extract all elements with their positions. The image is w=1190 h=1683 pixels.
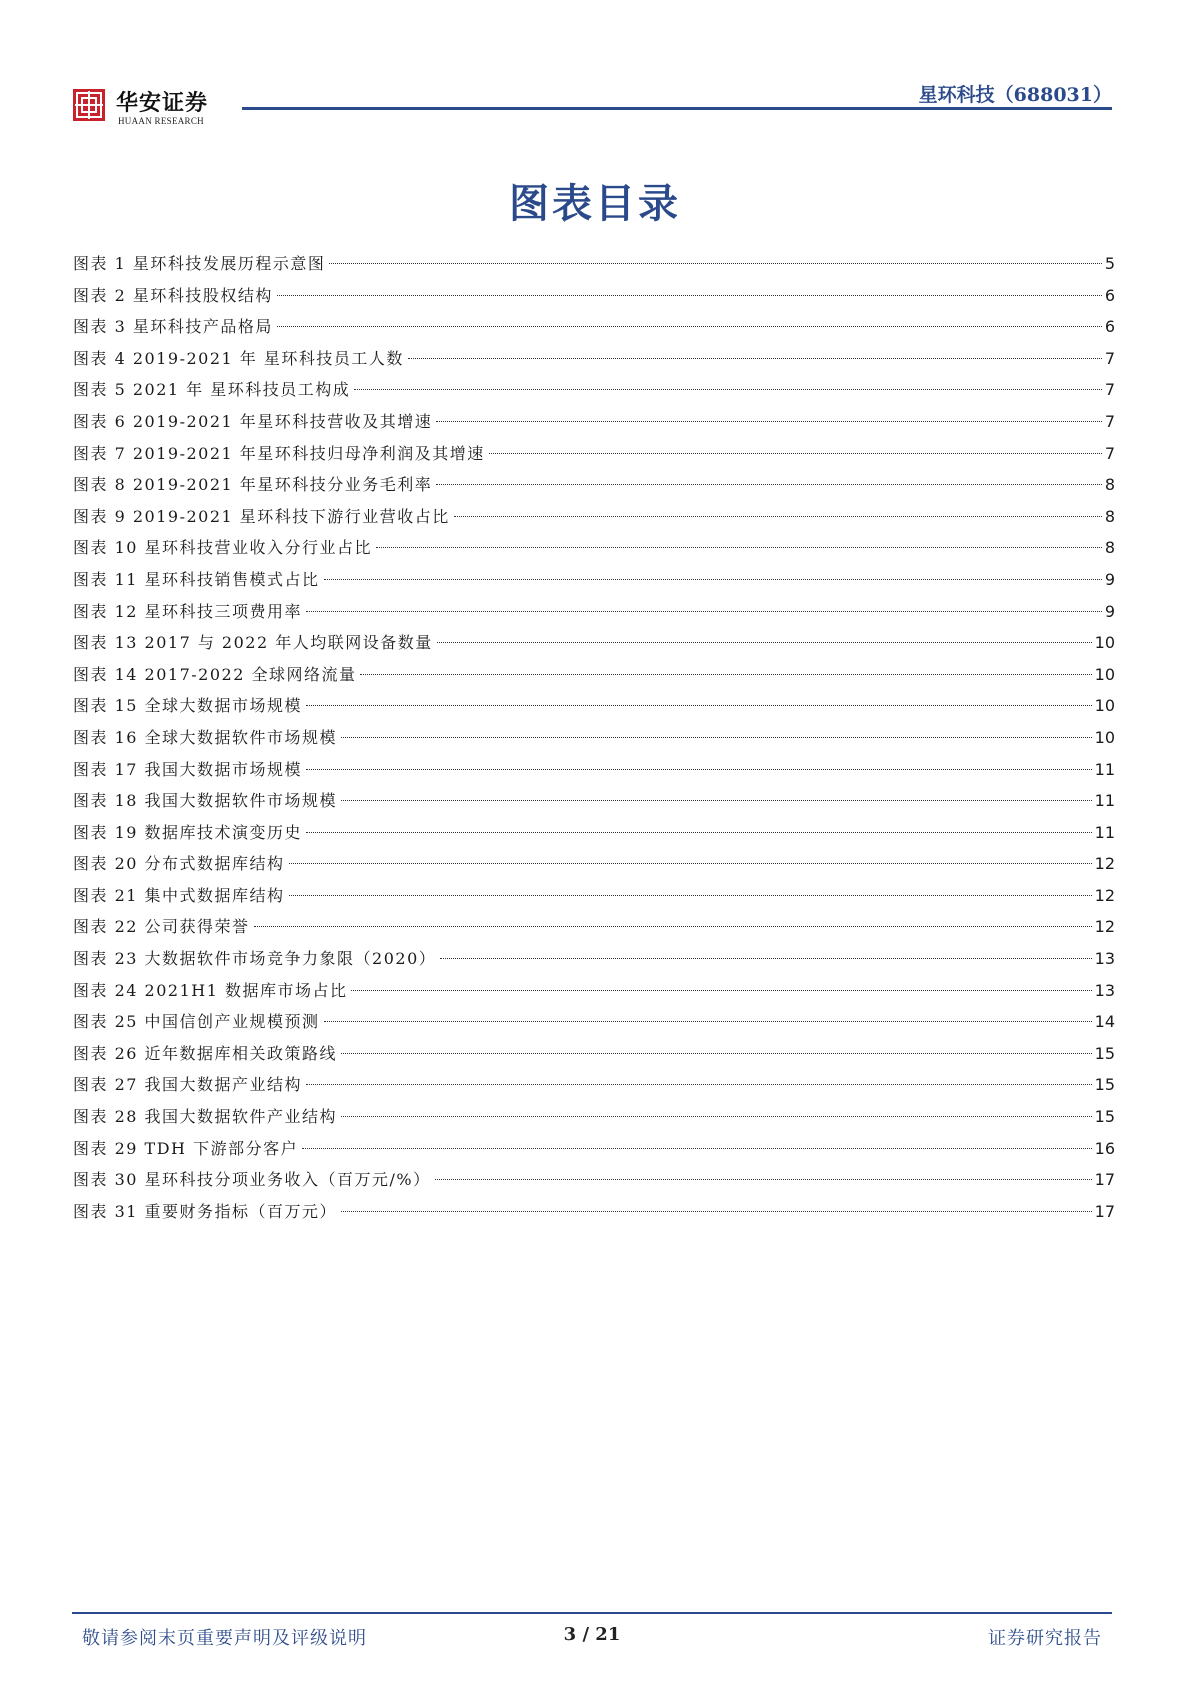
header-divider xyxy=(242,107,1112,110)
toc-entry-label: 图表 1 星环科技发展历程示意图 xyxy=(73,254,326,273)
toc-leader-dots xyxy=(341,1053,1092,1054)
company-name: 星环科技（688031） xyxy=(918,84,1112,106)
toc-entry[interactable] xyxy=(73,374,1115,406)
toc-entry[interactable] xyxy=(73,501,1115,533)
toc-entry[interactable] xyxy=(73,690,1115,722)
toc-leader-dots xyxy=(254,926,1092,927)
huaan-logo-icon xyxy=(72,88,106,122)
toc-entry-page: 5 xyxy=(1104,254,1115,273)
toc-entry[interactable] xyxy=(73,311,1115,343)
toc-leader-dots xyxy=(351,990,1091,991)
toc-entry-label: 图表 31 重要财务指标（百万元） xyxy=(73,1201,338,1221)
toc-entry-label: 图表 19 数据库技术演变历史 xyxy=(73,822,303,842)
toc-entry-label: 图表 15 全球大数据市场规模 xyxy=(73,696,303,716)
toc-entry-label: 图表 14 2017-2022 全球网络流量 xyxy=(73,664,357,684)
toc-entry-page: 7 xyxy=(1104,443,1115,463)
toc-leader-dots xyxy=(341,800,1092,801)
toc-entry-page: 9 xyxy=(1104,569,1115,589)
toc-leader-dots xyxy=(436,421,1102,422)
toc-entry-label: 图表 3 星环科技产品格局 xyxy=(73,317,273,337)
toc-leader-dots xyxy=(436,484,1102,485)
toc-entry-page: 7 xyxy=(1104,380,1115,400)
toc-entry[interactable] xyxy=(73,1038,1115,1070)
toc-entry-label: 图表 28 我国大数据软件产业结构 xyxy=(73,1107,338,1127)
toc-leader-dots xyxy=(324,1021,1092,1022)
toc-leader-dots xyxy=(277,326,1102,327)
toc-entry-page: 15 xyxy=(1094,1107,1115,1127)
toc-entry[interactable] xyxy=(73,1069,1115,1101)
toc-entry[interactable] xyxy=(73,1196,1115,1228)
toc-entry-label: 图表 12 星环科技三项费用率 xyxy=(73,601,303,621)
toc-entry[interactable] xyxy=(73,848,1115,880)
toc-leader-dots xyxy=(437,642,1092,643)
toc-entry-page: 15 xyxy=(1094,1075,1115,1095)
toc-entry-label: 图表 21 集中式数据库结构 xyxy=(73,885,285,905)
toc-entry-label: 图表 9 2019-2021 星环科技下游行业营收占比 xyxy=(73,506,450,526)
page-footer xyxy=(72,1612,1112,1652)
toc-entry-page: 11 xyxy=(1094,791,1115,811)
toc-leader-dots xyxy=(302,1148,1092,1149)
toc-leader-dots xyxy=(329,263,1101,264)
report-type: 证券研究报告 xyxy=(988,1628,1102,1649)
toc-entry-page: 11 xyxy=(1094,759,1115,779)
toc-leader-dots xyxy=(440,958,1091,959)
toc-entry-page: 10 xyxy=(1094,664,1115,684)
toc-entry[interactable] xyxy=(73,343,1115,375)
footer-divider xyxy=(72,1612,1112,1614)
toc-entry-page: 17 xyxy=(1094,1201,1115,1221)
toc-leader-dots xyxy=(454,516,1102,517)
toc-entry[interactable] xyxy=(73,722,1115,754)
toc-entry[interactable] xyxy=(73,280,1115,312)
toc-entry-label: 图表 17 我国大数据市场规模 xyxy=(73,759,303,779)
page-number: 3 / 21 xyxy=(563,1624,621,1645)
toc-entry[interactable] xyxy=(73,880,1115,912)
toc-entry-page: 6 xyxy=(1104,317,1115,337)
toc-entry-label: 图表 22 公司获得荣誉 xyxy=(73,917,250,937)
toc-entry-label: 图表 11 星环科技销售模式占比 xyxy=(73,569,320,589)
disclaimer-note: 敬请参阅末页重要声明及评级说明 xyxy=(82,1628,367,1649)
toc-entry-page: 8 xyxy=(1104,506,1115,526)
toc-entry-page: 11 xyxy=(1094,822,1115,842)
toc-entry[interactable] xyxy=(73,469,1115,501)
toc-leader-dots xyxy=(408,358,1102,359)
toc-entry[interactable] xyxy=(73,596,1115,628)
toc-entry-page: 7 xyxy=(1104,411,1115,431)
toc-leader-dots xyxy=(376,547,1102,548)
toc-entry[interactable] xyxy=(73,1164,1115,1196)
toc-entry-label: 图表 2 星环科技股权结构 xyxy=(73,285,273,305)
toc-leader-dots xyxy=(277,295,1102,296)
toc-entry-label: 图表 23 大数据软件市场竞争力象限（2020） xyxy=(73,949,437,969)
toc-entry-page: 12 xyxy=(1094,854,1115,874)
toc-leader-dots xyxy=(306,705,1092,706)
toc-leader-dots xyxy=(341,737,1092,738)
toc-entry-label: 图表 30 星环科技分项业务收入（百万元/%） xyxy=(73,1170,431,1190)
page-header xyxy=(72,80,1112,140)
toc-entry[interactable] xyxy=(73,659,1115,691)
page-title: 图表目录 xyxy=(509,180,681,227)
toc-entry-label: 图表 25 中国信创产业规模预测 xyxy=(73,1012,320,1032)
toc-entry-page: 10 xyxy=(1094,633,1115,653)
toc-entry-page: 13 xyxy=(1094,949,1115,969)
toc-leader-dots xyxy=(489,453,1102,454)
toc-entry-label: 图表 18 我国大数据软件市场规模 xyxy=(73,791,338,811)
toc-entry[interactable] xyxy=(73,1006,1115,1038)
toc-entry-label: 图表 13 2017 与 2022 年人均联网设备数量 xyxy=(73,633,433,653)
toc-entry-page: 15 xyxy=(1094,1043,1115,1063)
toc-entry-label: 图表 6 2019-2021 年星环科技营收及其增速 xyxy=(73,411,433,431)
toc-entry-page: 10 xyxy=(1094,727,1115,747)
toc-entry[interactable] xyxy=(73,754,1115,786)
toc-entry-label: 图表 8 2019-2021 年星环科技分业务毛利率 xyxy=(73,475,433,495)
toc-entry-page: 7 xyxy=(1104,348,1115,368)
toc-entry[interactable] xyxy=(73,975,1115,1007)
toc-leader-dots xyxy=(306,611,1102,612)
toc-leader-dots xyxy=(306,832,1092,833)
toc-leader-dots xyxy=(306,1084,1092,1085)
toc-leader-dots xyxy=(289,863,1092,864)
toc-leader-dots xyxy=(360,674,1091,675)
toc-leader-dots xyxy=(354,389,1102,390)
toc-entry[interactable] xyxy=(73,438,1115,470)
toc-entry-label: 图表 7 2019-2021 年星环科技归母净利润及其增速 xyxy=(73,443,485,463)
toc-entry-page: 14 xyxy=(1094,1012,1115,1032)
toc-entry-label: 图表 20 分布式数据库结构 xyxy=(73,854,285,874)
toc-entry-label: 图表 24 2021H1 数据库市场占比 xyxy=(73,980,348,1000)
toc-entry-page: 10 xyxy=(1094,696,1115,716)
toc-leader-dots xyxy=(289,895,1092,896)
toc-entry-page: 9 xyxy=(1104,601,1115,621)
toc-entry[interactable] xyxy=(73,406,1115,438)
toc-entry-label: 图表 27 我国大数据产业结构 xyxy=(73,1075,303,1095)
toc-entry-page: 13 xyxy=(1094,980,1115,1000)
toc-entry-page: 12 xyxy=(1094,917,1115,937)
toc-entry-label: 图表 4 2019-2021 年 星环科技员工人数 xyxy=(73,348,404,368)
toc-entry-label: 图表 10 星环科技营业收入分行业占比 xyxy=(73,538,373,558)
toc-leader-dots xyxy=(341,1211,1092,1212)
toc-entry-label: 图表 29 TDH 下游部分客户 xyxy=(73,1138,299,1158)
logo-subtitle: HUAAN RESEARCH xyxy=(118,116,204,126)
toc-entry-page: 6 xyxy=(1104,285,1115,305)
toc-leader-dots xyxy=(306,769,1092,770)
toc-leader-dots xyxy=(341,1116,1092,1117)
toc-entry[interactable] xyxy=(73,817,1115,849)
toc-entry-label: 图表 26 近年数据库相关政策路线 xyxy=(73,1043,338,1063)
toc-entry-label: 图表 5 2021 年 星环科技员工构成 xyxy=(73,380,351,400)
toc-entry[interactable] xyxy=(73,1101,1115,1133)
toc-entry[interactable] xyxy=(73,785,1115,817)
toc-entry-page: 8 xyxy=(1104,538,1115,558)
toc-leader-dots xyxy=(324,579,1102,580)
figure-list xyxy=(73,248,1115,1227)
toc-entry-page: 12 xyxy=(1094,885,1115,905)
toc-entry-label: 图表 16 全球大数据软件市场规模 xyxy=(73,727,338,747)
toc-entry[interactable] xyxy=(73,1133,1115,1165)
toc-entry-page: 8 xyxy=(1104,475,1115,495)
toc-entry[interactable] xyxy=(73,911,1115,943)
toc-entry[interactable] xyxy=(73,943,1115,975)
toc-entry[interactable] xyxy=(73,248,1115,280)
toc-entry-page: 17 xyxy=(1094,1170,1115,1190)
logo-text: 华安证券 xyxy=(116,90,209,116)
toc-entry[interactable] xyxy=(73,532,1115,564)
toc-leader-dots xyxy=(435,1179,1092,1180)
toc-entry[interactable] xyxy=(73,564,1115,596)
toc-entry[interactable] xyxy=(73,627,1115,659)
toc-entry-page: 16 xyxy=(1094,1138,1115,1158)
